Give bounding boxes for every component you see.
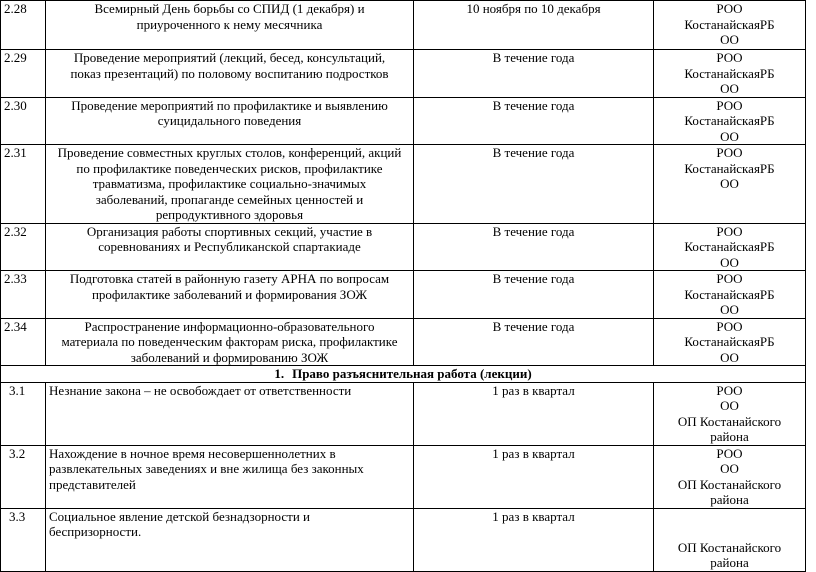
responsible-line: ОО [720,461,739,476]
event-name-line: травматизма, профилактике социально-значимых [92,176,367,191]
row-number: 2.28 [1,1,46,50]
event-name [46,97,414,145]
responsible [654,271,806,319]
responsible-line: РОО [716,318,743,334]
responsible [654,1,806,50]
section-row [1,366,806,383]
responsible-line: РОО [716,1,743,16]
responsible-line: КостанайскаяРБ [684,113,775,128]
event-name-line: Распространение информационно-образовательного [84,318,375,334]
section-title: Право разъяснительная работа (лекции) [292,366,532,381]
section-number: 1. [274,366,285,381]
table-body-block-1 [1,1,806,366]
table-row [1,1,806,50]
responsible-line: ОП Костанайского района [677,413,782,444]
event-term: 1 раз в квартал [414,445,654,508]
responsible-line: ОО [720,398,739,413]
event-term: В течение года [414,271,654,319]
table-row [1,223,806,271]
row-number: 3.3 [1,508,46,571]
event-name-line: по профилактике поведенческих рисков, профилактике [76,160,383,176]
event-name-line: приуроченного к нему месячника [136,16,323,32]
row-number: 2.33 [1,271,46,319]
responsible-line: ОО [720,302,739,317]
event-term: 1 раз в квартал [414,508,654,571]
event-name-line: материала по поведенческим факторам риска, профилактике [61,334,398,349]
responsible-line: КостанайскаяРБ [684,239,775,254]
responsible [654,97,806,145]
responsible-line [657,524,802,540]
event-name-line: Проведение мероприятий (лекций, бесед, консультаций, [73,50,386,65]
event-name [46,271,414,319]
responsible [654,508,806,571]
event-name-line: Проведение мероприятий по профилактике и выявлению [71,97,388,113]
responsible [654,445,806,508]
event-name-line: Организация работы спортивных секций, участие в [86,223,373,239]
responsible-line: РОО [716,97,743,113]
event-name [46,145,414,224]
event-name [46,318,414,366]
event-term: В течение года [414,50,654,98]
event-term: 10 ноября по 10 декабря [414,1,654,50]
event-term: В течение года [414,97,654,145]
responsible-line: КостанайскаяРБ [684,334,775,349]
event-name-line: Подготовка статей в районную газету АРНА по вопросам [69,271,390,286]
table-row [1,50,806,98]
event-name [46,223,414,271]
event-name-line: беспризорности. [49,524,142,539]
responsible-line: КостанайскаяРБ [684,160,775,176]
event-name [46,508,414,571]
row-number: 3.2 [1,445,46,508]
responsible-line: РОО [716,50,743,65]
responsible-line: РОО [716,223,743,239]
event-name-line: Нахождение в ночное время несовершеннолетних в [49,445,336,461]
event-name [46,1,414,50]
row-number: 2.34 [1,318,46,366]
responsible-line: КостанайскаяРБ [684,16,775,32]
row-number: 2.32 [1,223,46,271]
event-term: В течение года [414,223,654,271]
event-name [46,445,414,508]
row-number: 2.31 [1,145,46,224]
table-body-block-2 [1,382,806,571]
event-name-line: заболеваний, пропаганде семейных ценностей и [95,191,364,207]
responsible-line: РОО [716,271,743,286]
table-row [1,318,806,366]
event-name-line: профилактике заболеваний и формирования ЗОЖ [91,286,368,302]
table-row [1,97,806,145]
responsible-line: КостанайскаяРБ [684,286,775,302]
responsible-line: РОО [716,445,743,461]
responsible-line: ОО [720,81,739,96]
responsible-line: ОО [720,349,739,365]
responsible [654,223,806,271]
responsible-line: ОО [720,176,739,191]
event-term: В течение года [414,145,654,224]
event-name-line: суицидального поведения [157,113,302,128]
responsible-line [657,509,802,525]
event-name [46,50,414,98]
event-name-line: представителей [49,476,136,492]
table-row [1,445,806,508]
event-name-line: Всемирный День борьбы со СПИД (1 декабря) и [94,1,365,16]
event-term: 1 раз в квартал [414,382,654,445]
event-name-line: соревнованиях и Республиканской спартакиаде [98,239,361,254]
responsible-line: ОП Костанайского района [677,476,782,507]
table-row [1,145,806,224]
event-name [46,382,414,445]
responsible-line: ОО [720,128,739,144]
event-name-line: Незнание закона – не освобождает от ответственности [49,382,352,398]
table-row [1,508,806,571]
table-section [1,366,806,383]
section-heading [1,366,806,383]
responsible-line: КостанайскаяРБ [684,65,775,81]
responsible [654,50,806,98]
responsible [654,382,806,445]
responsible-line: РОО [716,145,743,160]
table-row [1,382,806,445]
responsible-line: ОО [720,254,739,270]
row-number: 3.1 [1,382,46,445]
responsible [654,145,806,224]
responsible-line: ОО [720,32,739,47]
event-name-line: заболеваний и формированию ЗОЖ [130,349,329,365]
event-name-line: показ презентаций) по половому воспитанию подростков [70,65,389,81]
event-name-line: Проведение совместных круглых столов, конференций, акций [57,145,402,160]
table-row [1,271,806,319]
row-number: 2.30 [1,97,46,145]
event-name-line: развлекательных заведениях и вне жилища без законных [49,461,364,476]
row-number: 2.29 [1,50,46,98]
event-name-line: репродуктивного здоровья [155,207,304,222]
event-term: В течение года [414,318,654,366]
responsible-line: РОО [716,382,743,398]
event-name-line: Социальное явление детской безнадзорности и [49,508,310,524]
responsible-line: ОП Костанайского района [677,539,782,570]
responsible [654,318,806,366]
